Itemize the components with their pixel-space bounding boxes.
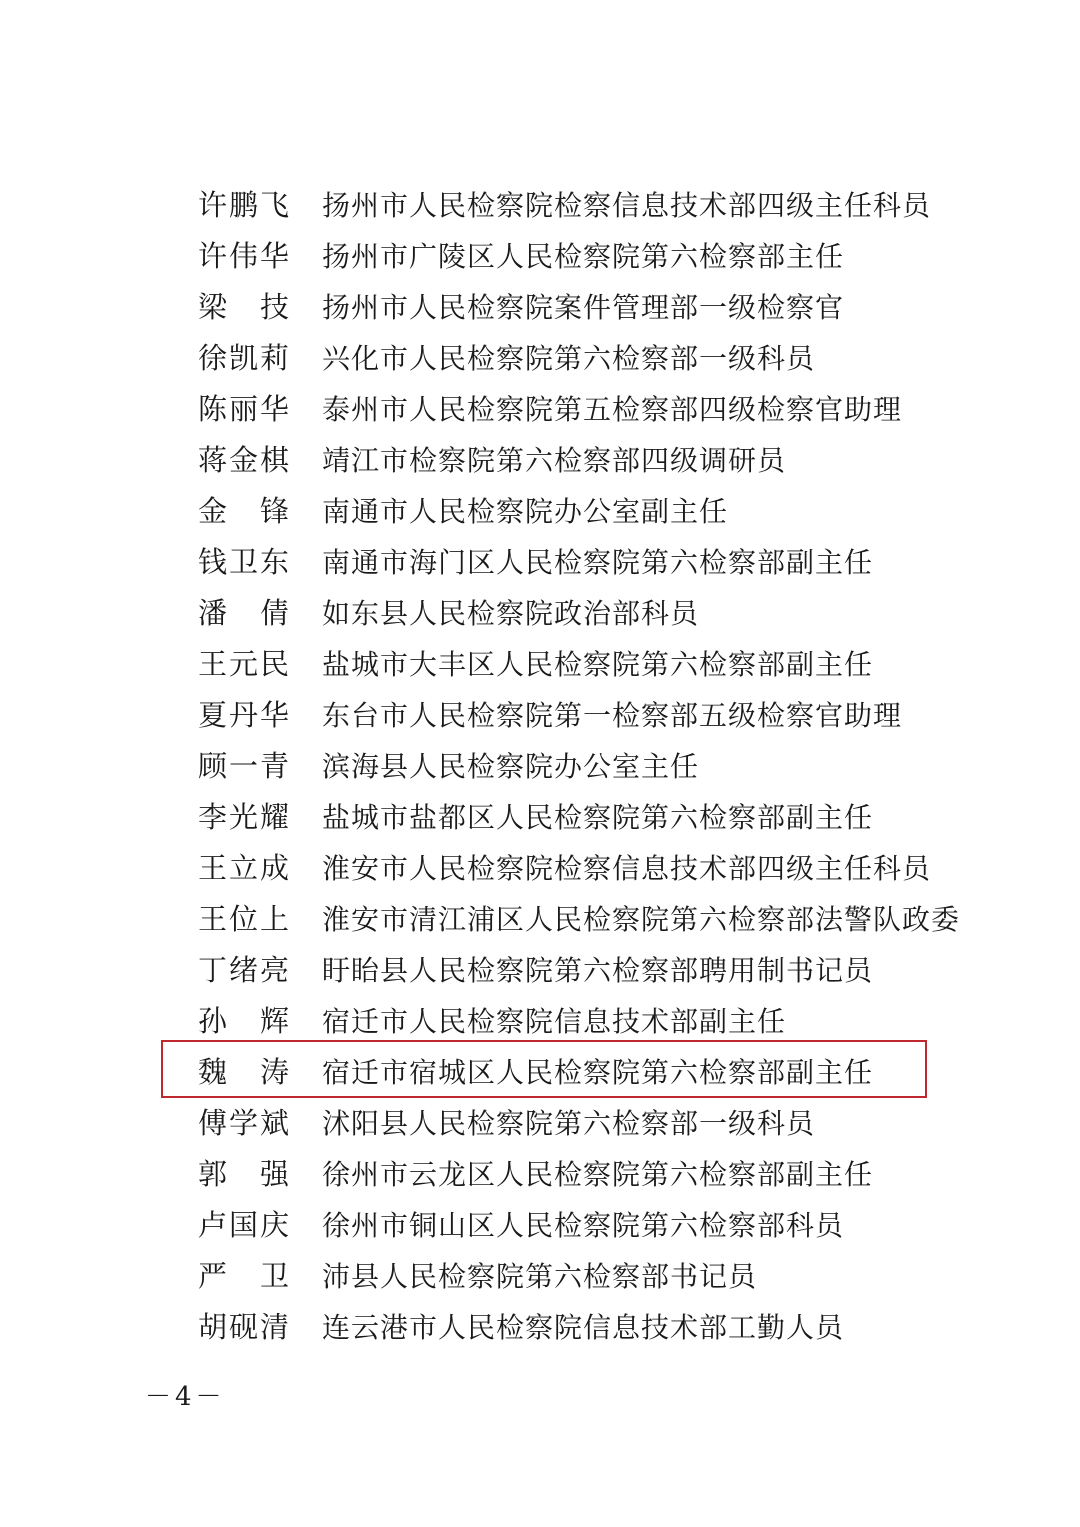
- person-title: 沭阳县人民检察院第六检察部一级科员: [322, 1107, 816, 1140]
- person-title: 扬州市人民检察院案件管理部一级检察官: [322, 291, 845, 324]
- person-name: 王位上: [198, 902, 292, 936]
- personnel-list: [198, 180, 961, 1353]
- list-item: [198, 537, 938, 588]
- person-name: 梁 技: [198, 290, 292, 324]
- person-title: 南通市海门区人民检察院第六检察部副主任: [322, 546, 874, 579]
- person-name: 严 卫: [198, 1259, 292, 1293]
- person-name: 胡砚清: [198, 1310, 292, 1344]
- person-title: 东台市人民检察院第一检察部五级检察官助理: [322, 699, 903, 732]
- list-item: [198, 843, 938, 894]
- person-title: 连云港市人民检察院信息技术部工勤人员: [322, 1311, 845, 1344]
- person-title: 盐城市大丰区人民检察院第六检察部副主任: [322, 648, 874, 681]
- list-item: [198, 639, 938, 690]
- person-title: 盐城市盐都区人民检察院第六检察部副主任: [322, 801, 874, 834]
- person-title: 徐州市铜山区人民检察院第六检察部科员: [322, 1209, 845, 1242]
- person-title: 滨海县人民检察院办公室主任: [322, 750, 700, 783]
- person-name: 金 锋: [198, 494, 292, 528]
- list-item: [198, 384, 938, 435]
- list-item: [198, 1200, 938, 1251]
- person-title: 扬州市人民检察院检察信息技术部四级主任科员: [322, 189, 932, 222]
- person-name: 蒋金棋: [198, 443, 292, 477]
- page-number: －4－: [145, 1382, 226, 1412]
- person-title: 靖江市检察院第六检察部四级调研员: [322, 444, 787, 477]
- person-title: 沛县人民检察院第六检察部书记员: [322, 1260, 758, 1293]
- person-name: 李光耀: [198, 800, 292, 834]
- person-name: 钱卫东: [198, 545, 292, 579]
- person-title: 宿迁市人民检察院信息技术部副主任: [322, 1005, 787, 1038]
- person-name: 傅学斌: [198, 1106, 292, 1140]
- list-item: [198, 1149, 938, 1200]
- person-title: 如东县人民检察院政治部科员: [322, 597, 700, 630]
- list-item: [198, 486, 938, 537]
- person-title: 淮安市人民检察院检察信息技术部四级主任科员: [322, 852, 932, 885]
- list-item: [198, 333, 938, 384]
- person-title: 兴化市人民检察院第六检察部一级科员: [322, 342, 816, 375]
- person-title: 扬州市广陵区人民检察院第六检察部主任: [322, 240, 845, 273]
- list-item: [198, 282, 938, 333]
- person-name: 夏丹华: [198, 698, 292, 732]
- person-name: 陈丽华: [198, 392, 292, 426]
- person-name: 孙 辉: [198, 1004, 292, 1038]
- person-name: 王元民: [198, 647, 292, 681]
- person-name: 许鹏飞: [198, 188, 292, 222]
- person-title: 南通市人民检察院办公室副主任: [322, 495, 729, 528]
- list-item: [198, 741, 938, 792]
- person-name: 徐凯莉: [198, 341, 292, 375]
- person-name: 卢国庆: [198, 1208, 292, 1242]
- person-name: 郭 强: [198, 1157, 292, 1191]
- person-name: 魏 涛: [198, 1055, 292, 1089]
- person-title: 宿迁市宿城区人民检察院第六检察部副主任: [322, 1056, 874, 1089]
- person-name: 潘 倩: [198, 596, 292, 630]
- list-item: [198, 435, 938, 486]
- person-title: 淮安市清江浦区人民检察院第六检察部法警队政委: [322, 903, 961, 936]
- list-item: [198, 945, 938, 996]
- list-item: [198, 180, 938, 231]
- list-item: [198, 1251, 938, 1302]
- highlight-box: [161, 1040, 927, 1098]
- list-item: [198, 231, 938, 282]
- list-item: [198, 690, 938, 741]
- list-item: [198, 1098, 938, 1149]
- person-title: 徐州市云龙区人民检察院第六检察部副主任: [322, 1158, 874, 1191]
- person-title: 盱眙县人民检察院第六检察部聘用制书记员: [322, 954, 874, 987]
- list-item: [198, 1302, 938, 1353]
- person-title: 泰州市人民检察院第五检察部四级检察官助理: [322, 393, 903, 426]
- person-name: 王立成: [198, 851, 292, 885]
- list-item: [198, 588, 938, 639]
- list-item: [198, 894, 961, 945]
- person-name: 顾一青: [198, 749, 292, 783]
- person-name: 丁绪亮: [198, 953, 292, 987]
- person-name: 许伟华: [198, 239, 292, 273]
- list-item: [198, 792, 938, 843]
